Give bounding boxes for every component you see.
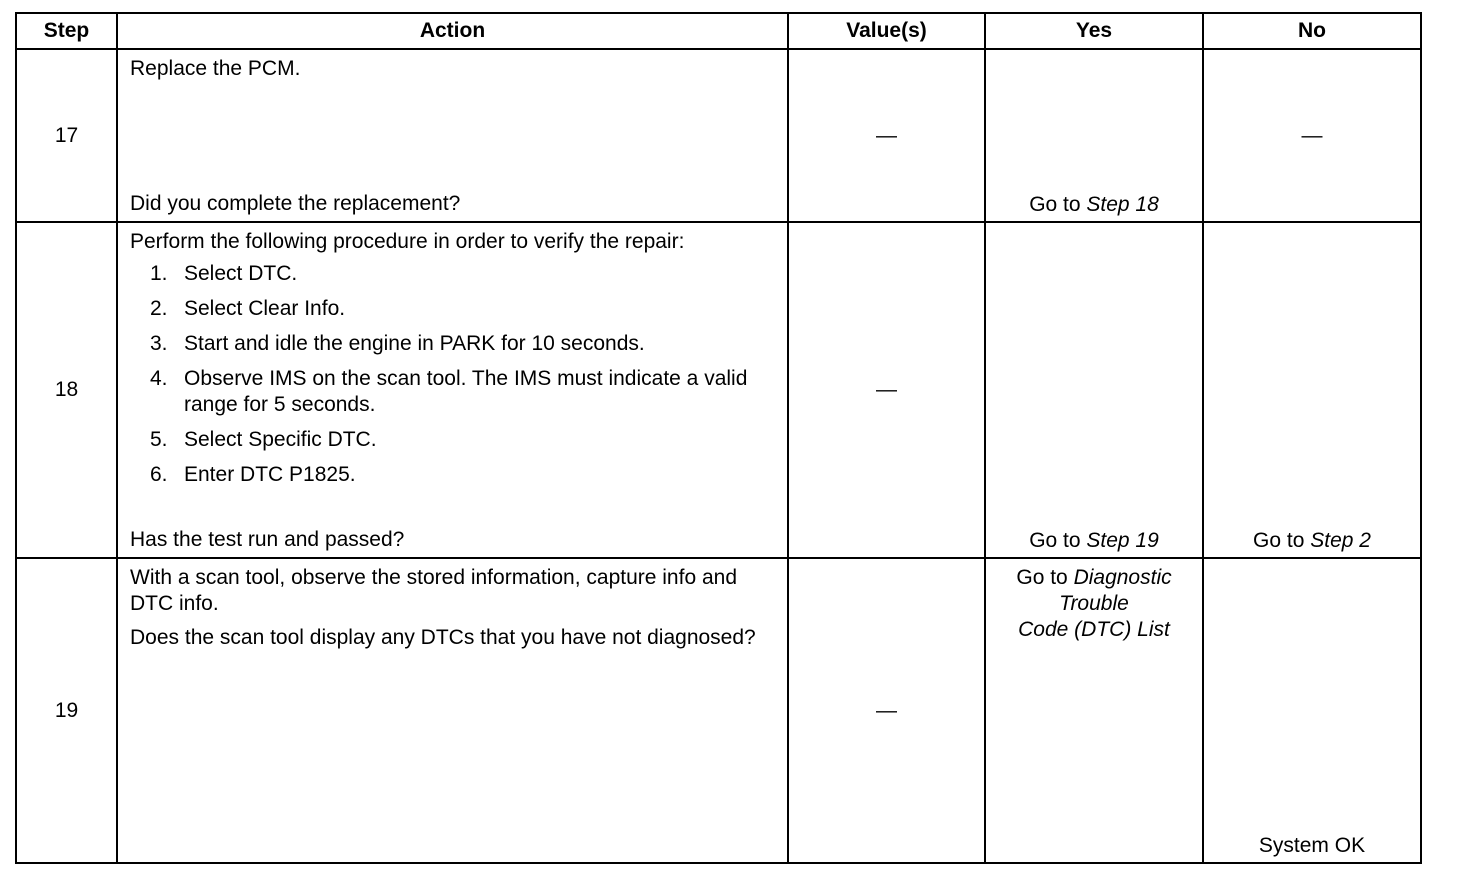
list-text: Select Specific DTC.: [184, 428, 377, 452]
list-text: Start and idle the engine in PARK for 10 seconds.: [184, 332, 645, 356]
list-item: [150, 261, 777, 287]
step-link[interactable]: Step 2: [1310, 529, 1371, 553]
goto-prefix: Go to: [1016, 566, 1074, 590]
list-number: 1.: [150, 262, 168, 286]
list-item: [150, 366, 777, 418]
action-cell: [118, 50, 787, 221]
header-action: Action: [117, 13, 788, 49]
action-cell: [118, 559, 787, 862]
list-number: 2.: [150, 297, 168, 321]
action-intro: Perform the following procedure in order to verify the repair:: [130, 230, 685, 254]
value-cell: —: [876, 123, 897, 147]
step-number: 18: [54, 378, 79, 402]
dtc-list-link[interactable]: Code (DTC) List: [1018, 618, 1170, 642]
dtc-list-link[interactable]: Diagnostic: [1073, 566, 1172, 590]
no-cell: [1204, 559, 1420, 862]
goto-prefix: Go to: [1029, 193, 1087, 217]
header-values: Value(s): [788, 13, 985, 49]
goto-prefix: Go to: [1253, 529, 1311, 553]
action-question: Does the scan tool display any DTCs that you have not diagnosed?: [130, 626, 756, 650]
header-row: [16, 13, 1421, 49]
step-number: 19: [54, 698, 79, 722]
no-cell: —: [1301, 123, 1323, 147]
goto-prefix: Go to: [1029, 529, 1087, 553]
list-item: [150, 296, 777, 322]
value-cell: —: [876, 378, 897, 402]
list-text: Enter DTC P1825.: [184, 463, 356, 487]
system-ok-text: System OK: [1258, 834, 1366, 857]
list-number: 5.: [150, 428, 168, 452]
step-link[interactable]: Step 19: [1086, 529, 1159, 553]
header-no: No: [1203, 13, 1421, 49]
table-row-step-17: [16, 49, 1421, 222]
yes-cell: [986, 50, 1202, 221]
list-item: [150, 331, 777, 357]
step-number: 17: [54, 123, 79, 147]
list-number: 6.: [150, 463, 168, 487]
action-question: Has the test run and passed?: [130, 528, 405, 552]
action-intro: Replace the PCM.: [130, 57, 301, 80]
action-intro: With a scan tool, observe the stored information, capture info and DTC info.: [130, 566, 738, 616]
list-number: 4.: [150, 367, 168, 391]
list-text: Select Clear Info.: [184, 297, 346, 321]
yes-goto[interactable]: [986, 529, 1202, 553]
list-number: 3.: [150, 332, 168, 356]
yes-goto[interactable]: [986, 565, 1202, 643]
yes-goto[interactable]: [986, 193, 1202, 217]
no-goto[interactable]: [1204, 529, 1420, 553]
list-item: [150, 427, 777, 453]
value-cell: —: [876, 698, 897, 722]
header-step: Step: [16, 13, 117, 49]
header-yes: Yes: [985, 13, 1203, 49]
list-text: Select DTC.: [184, 262, 298, 286]
table-row-step-18: [16, 222, 1421, 558]
no-cell: [1204, 223, 1420, 557]
dtc-list-link[interactable]: Trouble: [1059, 592, 1129, 616]
yes-cell: [986, 559, 1202, 862]
action-cell: [118, 223, 787, 557]
list-text: Observe IMS on the scan tool. The IMS must indicate a valid range for 5 seconds.: [184, 367, 748, 417]
procedure-list: [130, 261, 777, 488]
step-link[interactable]: Step 18: [1086, 193, 1159, 217]
diagnostic-table: [15, 12, 1422, 864]
action-question: Did you complete the replacement?: [130, 192, 461, 216]
table-row-step-19: [16, 558, 1421, 863]
yes-cell: [986, 223, 1202, 557]
list-item: [150, 462, 777, 488]
